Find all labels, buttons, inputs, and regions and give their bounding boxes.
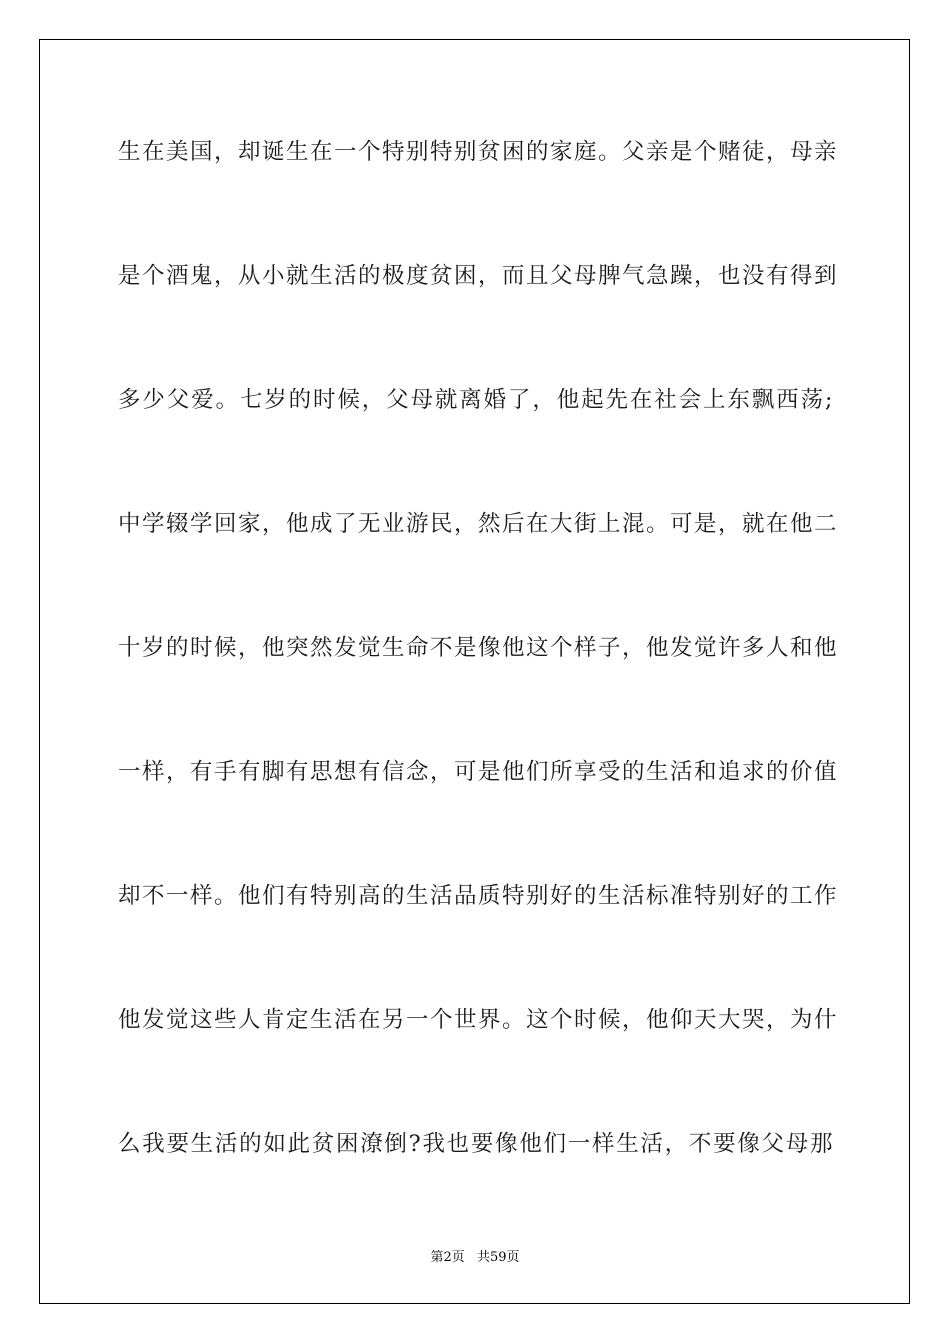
page-number-current: 第2页	[430, 1250, 465, 1265]
page-number-total: 共59页	[476, 1250, 520, 1265]
text-line: 十岁的时候，他突然发觉生命不是像他这个样子，他发觉许多人和他	[118, 635, 839, 661]
text-line: 多少父爱。七岁的时候，父母就离婚了，他起先在社会上东飘西荡;	[118, 387, 834, 413]
text-line: 么我要生活的如此贫困潦倒?我也要像他们一样生活，不要像父母那	[118, 1131, 834, 1157]
text-line: 却不一样。他们有特别高的生活品质特别好的生活标准特别好的工作	[118, 883, 839, 909]
document-body	[118, 127, 839, 1243]
page-footer	[0, 1246, 950, 1265]
text-line: 是个酒鬼，从小就生活的极度贫困，而且父母脾气急躁，也没有得到	[118, 263, 839, 289]
text-line: 中学辍学回家，他成了无业游民，然后在大街上混。可是，就在他二	[118, 511, 839, 537]
text-line: 他发觉这些人肯定生活在另一个世界。这个时候，他仰天大哭，为什	[118, 1007, 839, 1033]
text-line: 生在美国，却诞生在一个特别特别贫困的家庭。父亲是个赌徒，母亲	[118, 139, 839, 165]
text-line: 一样，有手有脚有思想有信念，可是他们所享受的生活和追求的价值	[118, 759, 839, 785]
